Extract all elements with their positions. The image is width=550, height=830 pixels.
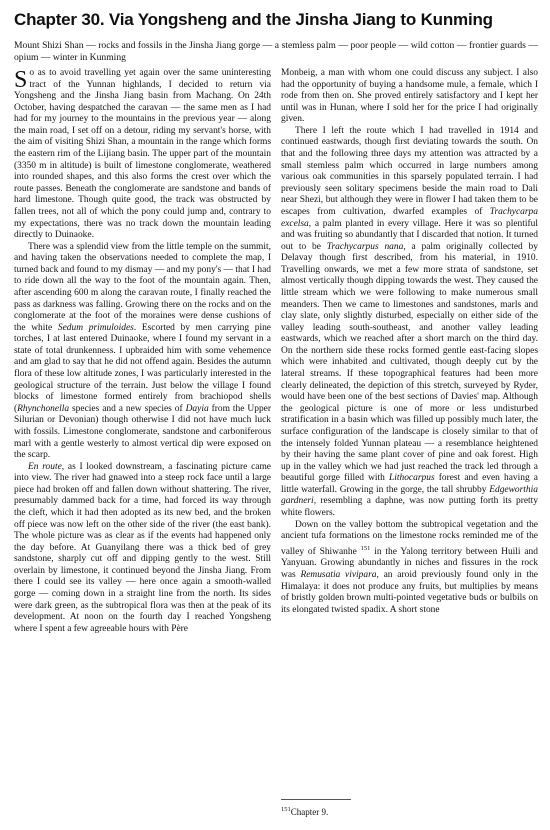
paragraph [281, 68, 538, 126]
paragraph [281, 520, 538, 617]
paragraph-text: There was a splendid view from the little temple on the summit, and having taken the observations needed to complete the map, I turned back and found to my dismay — and my pony's — that I had to ride down all the way to the foot of the mountain again. Then, after ascending 600 m along the caravan route, I finally reached the pass as darkness was falling. Growing there on the rocks and on the conglomerate at the foot of the moraines were dense cushions of the white [14, 241, 271, 333]
drop-cap: S [14, 68, 28, 93]
paragraph [281, 126, 538, 520]
paragraph-text: . Escorted by men carrying pine torches, I at last entered Duinaoke, where I found my servant in a state of total drunkenness. I upbraided him with some vehemence and am glad to say that he did not offend again. Besides the autumn flora of these low altitude zones, I was particularly interested in the geological structure of the terrain. Just below the village I found blocks of limestone formed entirely from brachiopod shells ( [14, 322, 271, 414]
paragraph-text: , an aroid previously found only in the Himalaya: it does not produce any fruits, but multiplies by means of bristly golden brown multi-pointed vegetative buds or bulbils on its elongated twisted spadix. A short stone [281, 570, 538, 615]
paragraph-text: Monbeig, a man with whom one could discuss any subject. I also had the opportunity of buying a handsome mule, a female, which I rode from then on. She proved entirely satisfactory and I kept her until was in Hunan, where I sold her for the price I had originally given. [281, 68, 538, 125]
species-name: Edgeworthia gardneri [281, 484, 538, 507]
paragraph-text: , a palm planted in every village. Here it was so plentiful and was fruiting so abundantly that I discarded that notion. It turned out to be [281, 218, 538, 252]
footnote-marker: 151 [360, 544, 371, 552]
species-name: Remusatia vivipara [300, 570, 377, 580]
footnote [281, 799, 538, 818]
paragraph [14, 462, 271, 636]
species-name: Trachycarpa excelsa [281, 206, 538, 229]
paragraph-text: forest and even having a little waterfall. Growing in the gorge, the tall shrubby [281, 473, 538, 495]
right-column [281, 68, 538, 820]
species-name: Rhynchonella [17, 403, 70, 414]
paragraph-text: in the Yalong territory between Huili and Yanyuan. Growing abundantly in niches and fissures in the rock was [281, 546, 538, 580]
page [14, 10, 538, 820]
paragraph-text: , a palm originally collected by Delavay though first described, from his material, in 1910. Travelling onwards, we met a few more strata of sandstone, set almost vertically though dipping towards the west. They caused the little stream which we were following to make numerous small meanders. Then we came to limestones and sandstones, marls and clay slate, only slightly disturbed, especially on either side of the valley leading south-southeast, and another valley leading eastwards, which we reached after a short march on the third day. On the northern side these rocks formed gentle east-facing slopes which were inhabited and cultivated, though deeply cut by the lateral streams. If these topographical features had been more clearly delineated, the depiction of this stretch, surveyed by Ryder, would have been one of the best sections of Davies' map. Although the geological picture is one of more or less undisturbed stratification in a basin which was filled up possibly much later, the surface configuration of the landscape is closely similar to that of the intensely folded Yunnan plateau — a resemblance heightened by their having the same plant cover of pine and oak forest. High up in the valley which we had just reached the track led through a beautiful gorge filled with [281, 241, 538, 484]
footnote-text: Chapter 9. [290, 807, 329, 817]
paragraph-text: as I looked downstream, a fascinating picture came into view. The river had gnawed into a steep rock face until a large piece had broken off and fallen down without shattering. The river, presumably dammed back for a time, had forced its way through the cleft, which it had then adopted as its new bed, and the broken off piece was now left on the other side of the river (the east bank). The whole picture was as clear as if the events had happened only the day before. At Guanyilang there was a thick bed of grey sandstone, sharply cut off and dipping gently to the west. Still overlain by limestone, it continued beyond the Jinsha Jiang. From there I could see its valley — here once again a smooth-walled gorge — coming down in a straight line from the north. Its sides were dark green, as the subtropical flora was then at the peak of its development. At noon on the fourth day I reached Yongsheng where I spent a few agreeable hours with Père [14, 461, 271, 634]
paragraph [14, 68, 271, 242]
paragraph-text: , resembling a daphne, was now putting forth its pretty white flowers. [281, 496, 538, 518]
left-column [14, 68, 271, 820]
paragraph-text: o as to avoid travelling yet again over the same uninteresting tract of the Yunnan highlands, I decided to return via Yongsheng and the Jinsha Jiang basin from Machang. On 24th October, having despatched the caravan — the same men as I had had for my journey to the mountains in the previous year — along the main road, I set off on a detour, riding my servant's horse, with the aim of visiting Shizi Shan, a mountain in the range which forms the eastern rim of the Lijiang basin. The upper part of the mountain (3350 m in altitude) is built of limestone conglomerate, weathered into rounded shapes, and this also forms the crest over which the route passes. Beneath the conglomerate are sandstone and bands of hard limestone. Though quite good, the track was obstructed by fallen trees, not all of which the pony could jump and, contrary to my expectations, there was no track down the mountain leading directly to Duinaoke. [14, 68, 271, 241]
paragraph-text: from the Upper Silurian or Devonian) though otherwise I did not have much luck with fossils. Limestone conglomerate, sandstone and carboniferous marl with a gentle westerly to almost vertical dip were exposed on the scarp. [14, 403, 271, 461]
right-column-text [281, 68, 538, 798]
species-name: Trachycarpus nana [326, 241, 404, 252]
text-columns [14, 68, 538, 820]
footnote-rule [281, 799, 351, 800]
paragraph-text: There I left the route which I had travelled in 1914 and continued eastwards, though first deviating towards the south. On that and the following three days my attention was attracted by a small stemless palm which occurred in large numbers among various oak communities in this sparsely populated terrain. I had previously seen solitary specimens beside the main road to Dali near Shezi, but although they were in flower I had taken them to be escapes from cultivation, dwarfed examples of [281, 125, 538, 217]
paragraph-text: species and a new species of [69, 403, 186, 414]
species-name: Lithocarpus [389, 473, 435, 484]
chapter-subtitle: Mount Shizi Shan — rocks and fossils in the Jinsha Jiang gorge — a stemless palm — poor people — wild cotton — frontier guards — opium — winter in Kunming [14, 40, 538, 63]
italic-phrase: En route, [28, 461, 65, 472]
footnote-number: 151 [281, 806, 291, 813]
species-name: Sedum primuloides [57, 322, 134, 333]
chapter-title: Chapter 30. Via Yongsheng and the Jinsha Jiang to Kunming [14, 10, 493, 29]
species-name: Dayia [185, 403, 209, 414]
paragraph [14, 242, 271, 462]
paragraph-text: Down on the valley bottom the subtropical vegetation and the ancient tufa formations on the limestone rocks reminded me of the valley of Shiwanhe [281, 519, 538, 557]
